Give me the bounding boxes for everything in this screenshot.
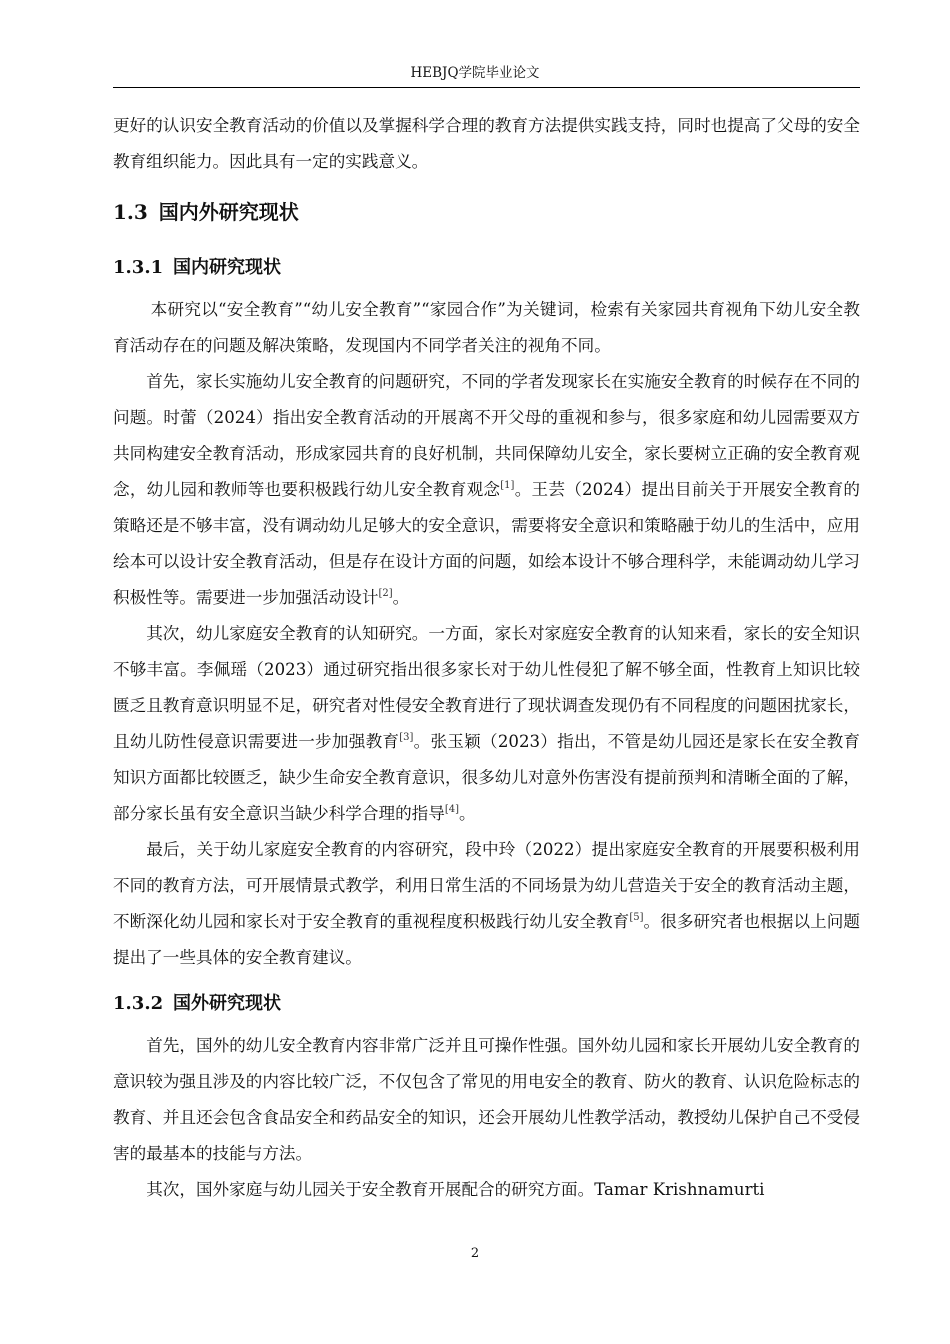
- page-number: 2: [470, 1246, 480, 1261]
- domestic-paragraph-4: 最后，关于幼儿家庭安全教育的内容研究，段中玲（2022）提出家庭安全教育的开展要积极利用不同的教育方法，可开展情景式教学，利用日常生活的不同场景为幼儿营造关于安全的教育活动主题，不断深化幼儿园和家长对于安全教育的重视程度积极践行幼儿安全教育[5]。很多研究者也根据以上问题提出了一些具体的安全教育建议。: [113, 840, 861, 967]
- subsection-number: 1.3.2: [113, 993, 164, 1014]
- domestic-paragraph-2: 首先，家长实施幼儿安全教育的问题研究，不同的学者发现家长在实施安全教育的时候存在不同的问题。时蕾（2024）指出安全教育活动的开展离不开父母的重视和参与，很多家庭和幼儿园需要双方共同构建安全教育活动，形成家园共育的良好机制，共同保障幼儿安全，家长要树立正确的安全教育观念，幼儿园和教师等也要积极践行幼儿安全教育观念[1]。王芸（2024）提出目前关于开展安全教育的策略还是不够丰富，没有调动幼儿足够大的安全意识，需要将安全意识和策略融于幼儿的生活中，应用绘本可以设计安全教育活动，但是存在设计方面的问题，如绘本设计不够合理科学，未能调动幼儿学习积极性等。需要进一步加强活动设计[2]。: [113, 372, 861, 607]
- intro-paragraph: 更好的认识安全教育活动的价值以及掌握科学合理的教育方法提供实践支持，同时也提高了父母的安全教育组织能力。因此具有一定的实践意义。: [113, 116, 860, 171]
- citation-ref: [2]: [378, 588, 393, 599]
- subsection-title: 国外研究现状: [173, 993, 281, 1014]
- section-1-3-heading: [113, 180, 860, 240]
- section-number: 1.3: [113, 200, 148, 224]
- citation-ref: [4]: [444, 804, 460, 815]
- foreign-paragraph-1: 首先，国外的幼儿安全教育内容非常广泛并且可操作性强。国外幼儿园和家长开展幼儿安全教育的意识较为强且涉及的内容比较广泛，不仅包含了常见的用电安全的教育、防火的教育、认识危险标志的教育、并且还会包含食品安全和药品安全的知识，还会开展幼儿性教学活动，教授幼儿保护自己不受侵害的最基本的技能与方法。: [113, 1036, 860, 1163]
- section-1-3-2-heading: [113, 976, 860, 1028]
- domestic-paragraph-1: 本研究以“安全教育”“幼儿安全教育”“家园合作”为关键词，检索有关家园共育视角下幼儿安全教育活动存在的问题及解决策略，发现国内不同学者关注的视角不同。: [113, 300, 860, 355]
- section-title: 国内外研究现状: [158, 200, 299, 224]
- foreign-paragraph-2: 其次，国外家庭与幼儿园关于安全教育开展配合的研究方面。Tamar Krishnamurti: [146, 1180, 765, 1199]
- citation-ref: [1]: [500, 480, 515, 491]
- subsection-title: 国内研究现状: [173, 257, 281, 278]
- section-1-3-1-heading: [113, 240, 860, 292]
- subsection-number: 1.3.1: [113, 257, 164, 278]
- header-divider: [113, 87, 860, 88]
- page-body: [113, 108, 860, 1208]
- running-header: HEBJQ学院毕业论文: [410, 65, 540, 81]
- citation-ref: [5]: [629, 912, 644, 923]
- domestic-paragraph-3: 其次，幼儿家庭安全教育的认知研究。一方面，家长对家庭安全教育的认知来看，家长的安全知识不够丰富。李佩瑶（2023）通过研究指出很多家长对于幼儿性侵犯了解不够全面，性教育上知识比较匮乏且教育意识明显不足，研究者对性侵安全教育进行了现状调查发现仍有不同程度的问题困扰家长，且幼儿防性侵意识需要进一步加强教育[3]。张玉颖（2023）指出，不管是幼儿园还是家长在安全教育知识方面都比较匮乏，缺少生命安全教育意识，很多幼儿对意外伤害没有提前预判和清晰全面的了解，部分家长虽有安全意识当缺少科学合理的指导[4]。: [113, 624, 861, 823]
- citation-ref: [3]: [399, 732, 414, 743]
